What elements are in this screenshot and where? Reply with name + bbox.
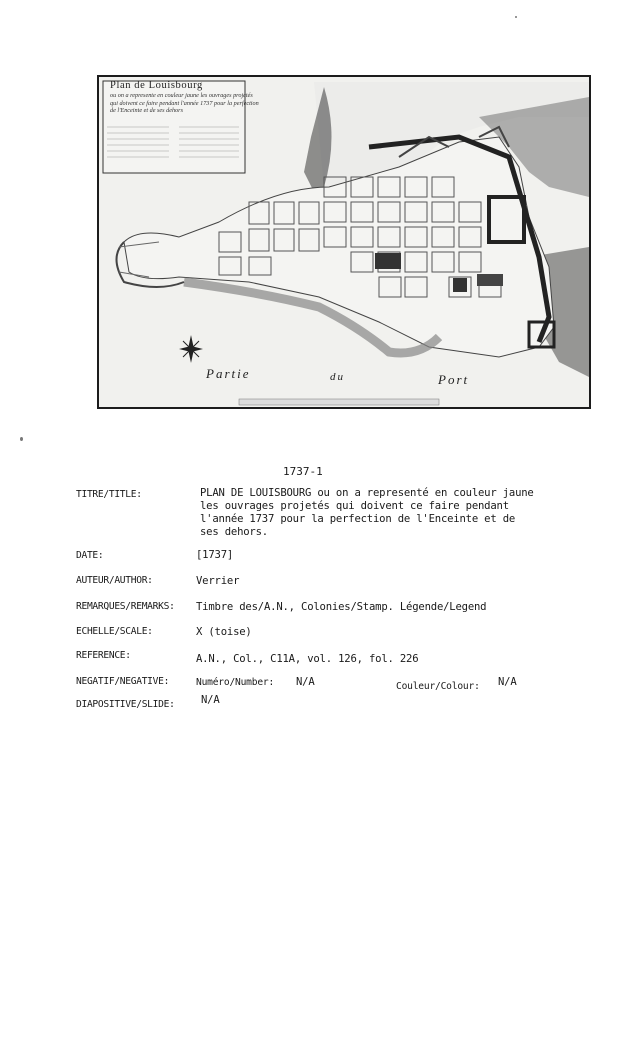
scale-label: ECHELLE/SCALE: [76,626,153,637]
title-value-line-2: les ouvrages projetés qui doivent ce faire pendant [200,500,509,512]
author-value: Verrier [196,575,240,587]
map-word-du: du [330,371,345,383]
colour-value: N/A [498,676,517,688]
dust-speck [20,437,23,441]
remarks-value: Timbre des/A.N., Colonies/Stamp. Légende/Legend [196,601,487,613]
reference-label: REFERENCE: [76,650,131,661]
number-label: Numéro/Number: [196,677,275,688]
date-label: DATE: [76,550,104,561]
title-value-line-1: PLAN DE LOUISBOURG ou on a representé en couleur jaune [200,487,534,499]
map-drawing [99,77,589,407]
author-label: AUTEUR/AUTHOR: [76,575,153,586]
catalogue-number: 1737-1 [283,465,323,478]
dust-speck [515,16,517,18]
date-value: [1737] [196,549,234,561]
negative-label: NEGATIF/NEGATIVE: [76,676,170,687]
scale-value: X (toise) [196,626,252,638]
map-word-port: Port [438,372,470,387]
map-subtitle: ou on a represente en couleur jaune les ouvrages projetés qui doivent ce faire pendant l'année 1737 pour la perfection de l'Enceinte et de ses dehors [110,92,259,114]
map-title: Plan de Louisbourg [110,80,203,91]
title-value-line-3: l'année 1737 pour la perfection de l'Enceinte et de [200,513,516,525]
map-word-partie: Partie [206,366,251,381]
page-bottom [0,828,638,1050]
slide-value: N/A [201,694,220,706]
map-photograph [97,75,591,409]
remarks-label: REMARQUES/REMARKS: [76,601,175,612]
title-value-line-4: ses dehors. [200,526,268,538]
colour-label: Couleur/Colour: [396,681,480,692]
slide-label: DIAPOSITIVE/SLIDE: [76,699,175,710]
title-label: TITRE/TITLE: [76,489,142,500]
number-value: N/A [296,676,315,688]
reference-value: A.N., Col., C11A, vol. 126, fol. 226 [196,653,419,665]
